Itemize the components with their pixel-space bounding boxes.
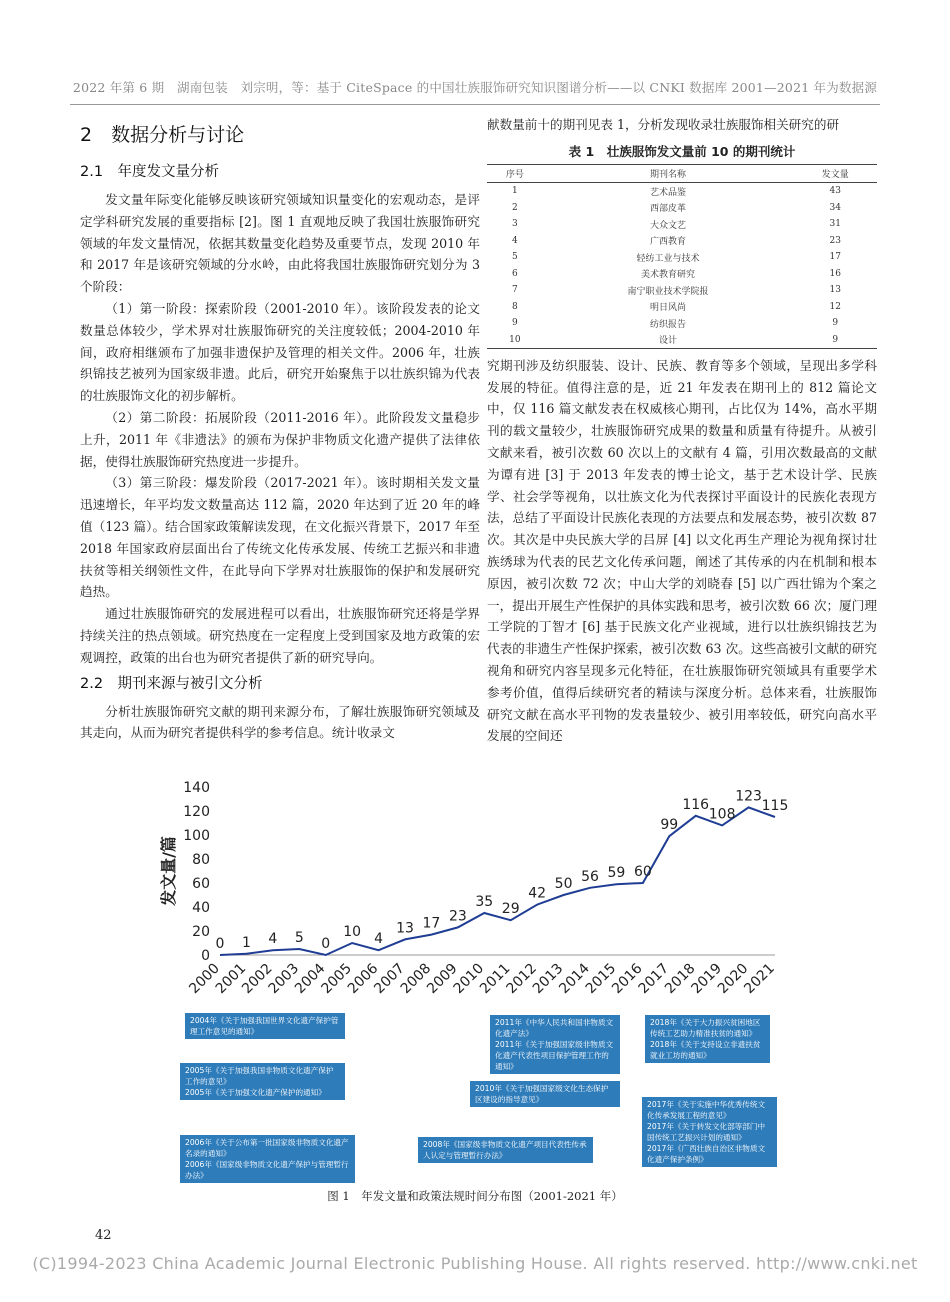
y-axis-label: 发文量/篇 — [159, 836, 178, 906]
paragraph: 发文量年际变化能够反映该研究领域知识量变化的宏观动态，是评定学科研究发展的重要指标 [2]。图 1 直观地反映了我国壮族服饰研究领域的年发文量情况，依据其数量变化趋势及重要节点，发现 2010 年和 2017 年是该研究领域的分水岭，由此将我国壮族服饰研究划分为 3 个阶段： — [80, 192, 480, 295]
x-tick-label: 2006 — [344, 960, 382, 998]
table-row — [487, 315, 877, 332]
policy-item: 2005年《关于加强我国非物质文化遗产保护工作的意见》 — [185, 1066, 334, 1086]
policy-item: 2006年《关于公布第一批国家级非物质文化遗产名录的通知》 — [185, 1138, 349, 1158]
table-header: 发文量 — [793, 164, 877, 182]
policy-box-2018 — [645, 1015, 770, 1063]
right-column — [487, 114, 877, 747]
table-cell: 10 — [487, 331, 543, 348]
page-number: 42 — [95, 1228, 112, 1243]
paragraph: （3）第三阶段：爆发阶段（2017-2021 年）。该时期相关发文量迅速增长，年平均发文数量高达 112 篇，2020 年达到了近 20 年的峰值（123 篇）。结合国家政策解读发现，在文化振兴背景下，2017 年至 2018 年国家政府层面出台了传统文化传承发展、传统工艺振兴和非遗扶贫等相关纲领性文件，在此导向下学界对壮族服饰的保护和发展研究趋热。 — [80, 475, 480, 600]
line-chart — [150, 775, 810, 1000]
table-row — [487, 216, 877, 233]
x-tick-label: 2009 — [424, 960, 461, 998]
data-label: 116 — [682, 796, 710, 813]
x-tick-label: 2000 — [186, 960, 223, 998]
paragraph: 分析壮族服饰研究文献的期刊来源分布，了解壮族服饰研究领域及其走向，从而为研究者提供科学的参考信息。统计收录文 — [80, 703, 480, 741]
x-tick-label: 2008 — [397, 960, 435, 998]
paragraph: （2）第二阶段：拓展阶段（2011-2016 年）。此阶段发文量稳步上升，2011 年《非遗法》的颁布为保护非物质文化遗产提供了法律依据，使得壮族服饰研究热度进一步提升。 — [80, 409, 480, 469]
x-tick-label: 2014 — [556, 960, 593, 998]
data-label: 17 — [422, 915, 441, 932]
policy-item: 2018年《关于大力振兴贫困地区传统工艺助力精准扶贫的通知》 — [650, 1018, 761, 1038]
table-cell: 4 — [512, 235, 518, 246]
data-label: 115 — [761, 798, 789, 814]
policy-item: 2017年《广西壮族自治区非物质文化遗产保护条例》 — [647, 1144, 766, 1164]
data-label: 4 — [374, 931, 384, 948]
y-tick-label: 40 — [192, 900, 210, 916]
table-cell: 2 — [512, 202, 518, 213]
x-tick-label: 2003 — [265, 960, 303, 998]
table-row — [487, 232, 877, 249]
data-label: 29 — [501, 901, 520, 918]
data-label: 123 — [735, 788, 762, 805]
y-tick-label: 80 — [192, 852, 210, 868]
paragraph: 通过壮族服饰研究的发展进程可以看出，壮族服饰研究还将是学界持续关注的热点领域。研究热度在一定程度上受到国家及地方政策的宏观调控，政策的出台也为研究者提供了新的研究导向。 — [80, 606, 480, 665]
policy-box-2010: 2010年《关于加强国家级文化生态保护区建设的指导意见》 — [470, 1081, 620, 1107]
paragraph: 究期刊涉及纺织服装、设计、民族、教育等多个领域，呈现出多学科发展的特征。值得注意的是，近 21 年发表在期刊上的 812 篇论文中，仅 116 篇文献发表在权威核心期刊，占比仅为 14%，高水平期刊的载文量较少，壮族服饰研究成果的数量和质量有待提升。从被引文献来看，被引次数 60 次以上的文献有 4 篇，引用次数最高的文献为谭有进 [3] 于 2013 年发表的博士论文，基于艺术设计学、民族学、社会学等视角，以壮族文化为代表探讨平面设计的民族化表现方法，总结了平面设计民族化表现的方法要点和发展态势，被引次数 87 次。其次是中央民族大学的吕屏 [4] 以文化再生产理论为视角探讨壮族绣球为代表的民艺文化传承问题，阐述了其传承的内在机制和根本原因，被引次数 72 次；中山大学的刘晓春 [5] 以广西壮锦为个案之一，提出开展生产性保护的具体实践和思考，被引次数 66 次；厦门理工学院的丁智才 [6] 基于民族文化产业视域，进行以壮族织锦技艺为代表的非遗生产性保护探索，被引次数 63 次。这些高被引文献的研究视角和研究内容呈现多元化特征，在壮族服饰研究领域具有重要学术参考价值，值得后续研究者的精读与深度分析。总体来看，壮族服饰研究文献在高水平刊物的发表量较少、被引用率较低，研究向高水平发展的空间还 — [487, 357, 877, 744]
data-label: 0 — [321, 936, 331, 952]
x-tick-label: 2004 — [292, 960, 329, 998]
x-tick-label: 2013 — [529, 960, 567, 998]
table-cell: 轻纺工业与技术 — [636, 253, 700, 264]
x-tick-label: 2017 — [635, 960, 673, 998]
y-tick-label: 120 — [183, 804, 210, 820]
policy-box-2006 — [180, 1135, 355, 1183]
policy-item: 2018年《关于支持设立非遗扶贫就业工坊的通知》 — [650, 1040, 761, 1060]
data-label: 10 — [343, 924, 362, 940]
table-row — [487, 249, 877, 266]
x-tick-label: 2007 — [371, 960, 408, 998]
table-cell: 美术教育研究 — [641, 270, 696, 281]
policy-item: 2011年《关于加强国家级非物质文化遗产代表性项目保护管理工作的通知》 — [495, 1040, 614, 1071]
table-row — [487, 199, 877, 216]
policy-item: 2017年《关于转发文化部等部门中国传统工艺振兴计划的通知》 — [647, 1122, 766, 1142]
data-label: 35 — [475, 894, 494, 910]
x-tick-label: 2012 — [503, 960, 540, 998]
table-cell: 1 — [512, 186, 518, 197]
table-header: 序号 — [487, 164, 543, 182]
paragraph: 献数量前十的期刊见表 1，分析发现收录壮族服饰相关研究的研 — [487, 117, 840, 132]
y-tick-label: 20 — [192, 924, 210, 940]
table-cell: 23 — [829, 235, 841, 246]
table-cell: 34 — [829, 202, 841, 213]
policy-box-2008: 2008年《国家级非物质文化遗产项目代表性传承人认定与管理暂行办法》 — [418, 1137, 593, 1163]
table-cell: 9 — [832, 318, 839, 329]
table-cell: 6 — [512, 268, 518, 279]
x-tick-label: 2018 — [662, 960, 699, 998]
copyright-footer: (C)1994-2023 China Academic Journal Electronic Publishing House. All rights reserved. http://www.cnki.net — [32, 1254, 918, 1273]
table-cell: 设计 — [543, 331, 794, 348]
x-tick-label: 2001 — [212, 960, 250, 998]
table-cell: 7 — [512, 285, 518, 296]
table-caption: 表 1 壮族服饰发文量前 10 的期刊统计 — [568, 143, 796, 159]
data-label: 5 — [294, 930, 304, 946]
table-cell: 16 — [829, 268, 841, 279]
data-label: 23 — [448, 908, 467, 925]
table-row — [487, 298, 877, 315]
x-tick-label: 2019 — [688, 960, 725, 998]
policy-item: 2005年《关于加强文化遗产保护的通知》 — [185, 1088, 326, 1097]
data-label: 4 — [268, 931, 278, 948]
table-cell: 13 — [829, 285, 841, 296]
policy-box-2017 — [642, 1097, 777, 1167]
table-cell: 艺术品鉴 — [650, 187, 687, 198]
table-cell: 纺织报告 — [650, 319, 687, 330]
figure-caption: 图 1 年发文量和政策法规时间分布图（2001-2021 年） — [327, 1189, 623, 1203]
table-cell: 大众文艺 — [650, 220, 687, 231]
table-cell: 17 — [829, 252, 841, 263]
running-header: 2022 年第 6 期 湖南包装 刘宗明，等：基于 CiteSpace 的中国壮族服饰研究知识图谱分析——以 CNKI 数据库 2001—2021 年为数据源 — [72, 80, 878, 95]
x-tick-label: 2010 — [450, 960, 488, 998]
data-label: 59 — [607, 865, 626, 882]
policy-box-2004: 2004年《关于加强我国世界文化遗产保护管理工作意见的通知》 — [185, 1013, 345, 1039]
x-tick-label: 2002 — [239, 960, 276, 998]
paragraph: （1）第一阶段：探索阶段（2001-2010 年）。该阶段发表的论文数量总体较少，学术界对壮族服饰研究的关注度较低；2004-2010 年间，政府相继颁布了加强非遗保护及管理的相关文件。2006 年，壮族织锦技艺被列为国家级非遗。此后，研究开始聚焦于以壮族织锦为代表的壮族服饰文化的初步解析。 — [80, 300, 480, 404]
table-cell: 12 — [829, 301, 841, 312]
table-cell: 31 — [829, 219, 841, 230]
y-tick-label: 60 — [192, 876, 210, 892]
table-header-row — [487, 164, 877, 182]
policy-item: 2006年《国家级非物质文化遗产保护与管理暂行办法》 — [185, 1160, 349, 1180]
subsection-title-2-2: 2.2 期刊来源与被引文分析 — [80, 675, 263, 692]
x-tick-label: 2011 — [477, 960, 514, 998]
y-tick-label: 0 — [201, 948, 210, 964]
table-cell: 43 — [829, 186, 841, 197]
data-label: 108 — [708, 806, 736, 823]
x-tick-label: 2021 — [741, 960, 778, 998]
left-column — [80, 114, 480, 744]
table-cell: 广西教育 — [650, 237, 687, 248]
x-tick-label: 2020 — [714, 960, 752, 998]
figure-1 — [150, 775, 810, 1185]
data-label: 60 — [633, 864, 652, 880]
policy-item: 2011年《中华人民共和国非物质文化遗产法》 — [495, 1018, 614, 1038]
x-tick-label: 2005 — [318, 960, 355, 998]
header-rule — [70, 104, 880, 105]
data-label: 13 — [396, 920, 414, 937]
y-tick-label: 100 — [183, 828, 210, 844]
data-label: 1 — [241, 934, 251, 951]
data-label: 50 — [554, 876, 573, 892]
table-cell: 明日风尚 — [650, 303, 687, 314]
y-tick-label: 140 — [183, 780, 210, 796]
table-cell: 9 — [512, 318, 518, 329]
table-row — [487, 182, 877, 199]
policy-box-2011 — [490, 1015, 620, 1074]
table-cell: 8 — [512, 301, 518, 312]
policy-item: 2017年《关于实施中华优秀传统文化传承发展工程的意见》 — [647, 1100, 766, 1120]
policy-box-2005 — [180, 1063, 345, 1100]
table-cell: 南宁职业技术学院报 — [627, 286, 709, 297]
table-row — [487, 265, 877, 282]
data-label: 56 — [581, 868, 599, 885]
x-tick-label: 2016 — [609, 960, 646, 998]
data-label: 99 — [660, 817, 679, 834]
subsection-title-2-1: 2.1 年度发文量分析 — [80, 164, 220, 180]
table-cell: 西部皮革 — [650, 204, 687, 215]
table-row — [487, 331, 877, 348]
table-cell: 3 — [512, 219, 518, 230]
table-header: 期刊名称 — [543, 164, 794, 182]
table-cell: 9 — [793, 331, 877, 348]
data-label: 0 — [215, 936, 225, 952]
table-row — [487, 282, 877, 299]
journal-table — [487, 164, 877, 349]
section-title: 2 数据分析与讨论 — [80, 124, 245, 146]
x-tick-label: 2015 — [582, 960, 620, 998]
table-cell: 5 — [512, 252, 518, 263]
data-label: 42 — [528, 885, 547, 902]
